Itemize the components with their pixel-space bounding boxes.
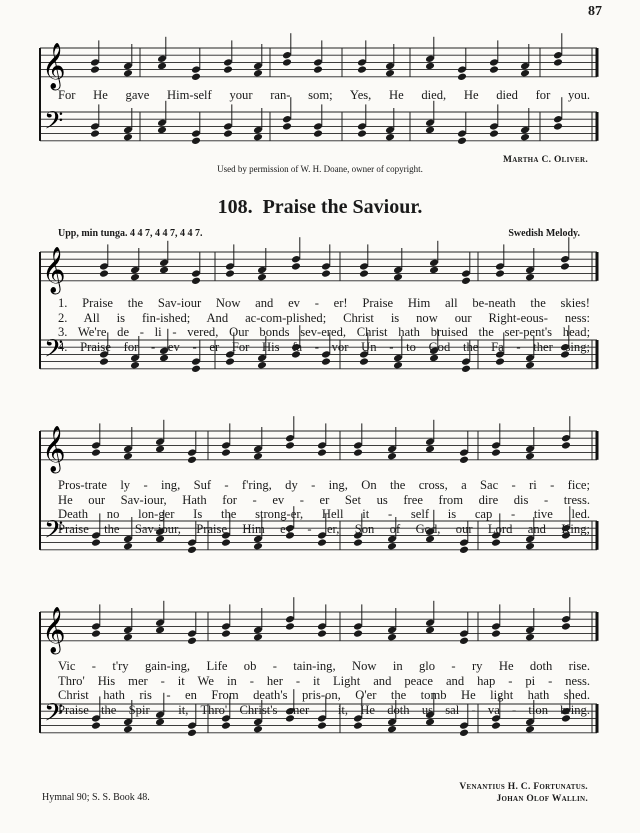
hymn-system-3-treble-notehead: [525, 633, 535, 642]
lyric-word: Thro': [200, 702, 228, 717]
prev-hymn-system-bass-notehead: [385, 133, 395, 142]
lyric-word: Sav-iour,: [134, 521, 181, 536]
lyric-word: the: [478, 325, 494, 339]
hymn-system-2-treble-notehead: [221, 448, 231, 457]
prev-hymn-system-bass-clef-icon: 𝄢: [44, 106, 64, 142]
hymn-system-3-treble-notehead: [155, 626, 165, 635]
verse-line-3: [58, 325, 590, 339]
prev-hymn-system-treble-notehead: [553, 58, 563, 67]
lyric-word: Un - to: [361, 339, 416, 354]
lyric-word: Lord: [487, 521, 513, 536]
hymn-system-1-bass-notehead: [359, 357, 369, 366]
lyric-word: skies!: [560, 296, 590, 310]
lyric-word: free: [403, 492, 423, 507]
lyric-word: strong-er,: [255, 507, 304, 521]
lyric-word: cap - tive: [474, 507, 553, 521]
lyric-word: ev - er,: [280, 521, 340, 536]
lyric-word: the: [101, 702, 117, 717]
lyric-word: Vic - t'ry: [58, 659, 129, 673]
prev-hymn-system-bass-notehead: [457, 137, 467, 146]
hymn-system-2-bass-notehead: [123, 542, 133, 551]
lyric-word: dis - tress.: [513, 492, 591, 507]
lyric-word: Spir - it,: [128, 702, 189, 717]
prev-hymn-system-treble-notehead: [123, 69, 133, 78]
hymn-system-3-bass-notehead: [123, 725, 133, 734]
lyric-word: For: [231, 339, 250, 354]
prev-hymn-system-treble-notehead: [357, 65, 367, 74]
lyric-word: His: [262, 339, 280, 354]
lyric-word: Hath: [182, 492, 207, 507]
hymn-system-1-treble-notehead: [525, 273, 535, 282]
hymn-system-3-treble-notehead: [317, 629, 327, 638]
lyric-word: ly - ing,: [120, 478, 181, 492]
lyric-word: Sac - ri - fice;: [480, 478, 590, 492]
verse-line-2: [58, 311, 590, 325]
lyric-word: ris - en: [139, 688, 197, 702]
lyric-word: the: [390, 688, 407, 702]
lyric-word: for - ev - er: [222, 492, 330, 507]
hymn-system-2-treble-notehead: [155, 445, 165, 454]
hymn-system-1-treble-notehead: [130, 273, 140, 282]
lyric-word: de - li - vered,: [117, 325, 219, 339]
hymn-system-2-bass-notehead: [253, 542, 263, 551]
hymn-system-3-treble-notehead: [387, 633, 397, 642]
hymn-system-1-bass-notehead: [191, 365, 201, 374]
lyric-word: mer - it: [128, 673, 185, 688]
lyric-word: light: [490, 688, 514, 702]
prev-hymn-system-bass-notehead: [253, 133, 263, 142]
lyric-word: Death: [58, 507, 89, 521]
prev-hymn-system-bass-notehead: [191, 137, 201, 146]
hymn-system-1-treble-notehead: [495, 269, 505, 278]
lyric-word: ob - tain-ing,: [243, 659, 336, 673]
lyric-word: dy - ing,: [285, 478, 348, 492]
hymn-system-1-bass-notehead: [393, 361, 403, 370]
lyric-word: cross,: [418, 478, 448, 492]
lyric-word: Him: [407, 296, 431, 310]
hymn-system-3-bass-notehead: [253, 725, 263, 734]
lyric-word: no: [106, 507, 120, 521]
hymn-author-2: Johan Olof Wallin.: [496, 794, 588, 804]
lyric-word: peace: [404, 673, 433, 688]
lyric-word: doth: [529, 659, 553, 673]
lyric-word: glo - ry: [418, 659, 483, 673]
lyric-word: rise.: [568, 659, 590, 673]
lyric-word: He: [460, 688, 476, 702]
hymn-system-3-bass-notehead: [91, 721, 101, 730]
lyric-word: shed.: [563, 688, 590, 702]
prev-hymn-system-treble-notehead: [157, 62, 167, 71]
hymn-system-1-bass-notehead: [130, 361, 140, 370]
lyric-word: from: [438, 492, 463, 507]
verse-line-4: [58, 340, 590, 354]
hymn-system-1-bass-notehead: [99, 357, 109, 366]
hymn-system-1-bass-notehead: [257, 361, 267, 370]
verse-line-4: [58, 703, 590, 717]
hymn-system-2-treble-notehead: [387, 452, 397, 461]
hymn-system-3-bass-notehead: [387, 725, 397, 734]
prev-hymn-system-treble-notehead: [253, 69, 263, 78]
hymn-system-1-treble-notehead: [291, 262, 301, 271]
hymn-system-1-treble-notehead: [321, 269, 331, 278]
hymn-system-2-treble-notehead: [285, 441, 295, 450]
prev-hymn-system-bass-notehead: [425, 126, 435, 135]
verse-line-2: [58, 493, 590, 507]
lyric-word: in: [392, 659, 403, 673]
lyric-word: led.: [571, 507, 591, 521]
lyric-word: 1. Praise the: [58, 296, 144, 310]
hymn-system-2-treble-notehead: [525, 452, 535, 461]
hymn-system-2-treble-notehead: [91, 448, 101, 457]
prev-hymn-system-treble-notehead: [385, 69, 395, 78]
hymn-system-3-treble-clef-icon: 𝄞: [42, 606, 66, 653]
lyric-word: the: [104, 521, 120, 536]
lyric-word: Christ's: [239, 702, 278, 717]
hymn-system-3-treble-notehead: [353, 629, 363, 638]
lyric-word: your: [229, 88, 253, 102]
lyric-word: Hell: [321, 507, 344, 521]
lyric-word: fa - vor: [292, 339, 349, 354]
lyric-word: Him: [242, 521, 265, 536]
hymn-system-1-treble-notehead: [257, 273, 267, 282]
verse-line-1: [58, 478, 590, 492]
lyric-word: He: [360, 702, 375, 717]
lyric-word: now: [416, 310, 438, 325]
prev-hymn-system-treble-notehead: [425, 62, 435, 71]
hymn-system-1-treble-notehead: [159, 266, 169, 275]
lyric-word: From: [211, 688, 239, 702]
hymn-system-2-bass-clef-icon: 𝄢: [44, 515, 64, 551]
lyric-word: He: [463, 88, 479, 102]
copyright-permission-note: Used by permission of W. H. Doane, owner of copyright.: [217, 164, 423, 174]
hymn-system-1-treble-clef-icon: 𝄞: [42, 246, 66, 293]
lyric-word: 2. All: [58, 310, 100, 325]
hymn-system-3-treble-notehead: [491, 629, 501, 638]
lyric-word: On: [361, 478, 377, 492]
lyric-word: som;: [308, 88, 333, 102]
hymn-system-3-treble-notehead: [253, 633, 263, 642]
hymn-system-2-treble-clef-icon: 𝄞: [42, 425, 66, 472]
lyric-word: Him-self: [166, 88, 212, 102]
lyric-word: Light: [332, 673, 361, 688]
lyric-word: mer - it,: [289, 702, 349, 717]
lyric-word: our: [88, 492, 106, 507]
lyric-word: ac-com-plished;: [245, 310, 327, 325]
hymn-author-1: Venantius H. C. Fortunatus.: [459, 782, 588, 792]
hymn-system-1-treble-notehead: [99, 269, 109, 278]
lyric-word: Yes,: [349, 88, 372, 102]
lyric-word: lon-ger: [138, 507, 175, 521]
lyric-word: O'er: [355, 688, 377, 702]
lyric-word: sing;: [565, 339, 591, 354]
lyric-word: Thro': [58, 673, 85, 688]
hymn-system-2-bass-notehead: [155, 535, 165, 544]
lyric-word: for: [535, 88, 551, 102]
lyric-word: 4. Praise: [58, 339, 111, 354]
lyric-word: sal - va - tion: [445, 702, 549, 717]
hymn-system-1-bass-notehead: [429, 354, 439, 363]
hymn-system-3-bass-notehead: [425, 718, 435, 727]
prev-hymn-system-bass-notehead: [313, 129, 323, 138]
lyric-word: Christ: [58, 688, 89, 702]
prev-hymn-system-bass-notehead: [489, 129, 499, 138]
previous-hymn-lyric-line: [58, 88, 590, 102]
hymn-system-1-treble-notehead: [461, 277, 471, 286]
lyric-word: tomb: [420, 688, 447, 702]
lyric-word: He: [498, 659, 514, 673]
hymn-system-2-bass-notehead: [491, 538, 501, 547]
lyric-word: it - self: [362, 507, 430, 521]
lyric-word: gain-ing,: [144, 659, 191, 673]
lyric-word: the: [462, 339, 479, 354]
lyric-word: is: [116, 310, 126, 325]
lyric-word: fin-ished;: [141, 310, 191, 325]
tune-meter: Upp, min tunga. 4 4 7, 4 4 7, 4 4 7.: [58, 228, 203, 239]
lyric-word: King;: [561, 521, 590, 536]
hymn-system-2-treble-notehead: [123, 452, 133, 461]
prev-hymn-system-treble-notehead: [520, 69, 530, 78]
verse-line-2: [58, 674, 590, 688]
verse-line-3: [58, 507, 590, 521]
hymn-system-1-treble-notehead: [393, 273, 403, 282]
lyric-word: Now: [351, 659, 377, 673]
prev-hymn-system-bass-notehead: [223, 129, 233, 138]
hymn-system-2-treble-notehead: [561, 441, 571, 450]
lyric-word: dire: [478, 492, 499, 507]
lyric-word: God: [428, 339, 451, 354]
hymn-system-3-treble-notehead: [425, 626, 435, 635]
verse-line-1: [58, 659, 590, 673]
hymn-system-2-bass-notehead: [525, 542, 535, 551]
lyric-word: We: [197, 673, 214, 688]
prev-hymn-system-treble-notehead: [191, 73, 201, 82]
lyric-word: head;: [562, 325, 591, 339]
lyric-word: of: [389, 521, 401, 536]
lyric-word: ness:: [564, 310, 590, 325]
prev-hymn-system-bass-notehead: [90, 129, 100, 138]
lyric-word: in - her - it: [226, 673, 320, 688]
hymn-title: Praise the Saviour.: [262, 196, 423, 218]
prev-hymn-system-bass-notehead: [282, 122, 292, 131]
lyric-word: God,: [415, 521, 441, 536]
lyric-word: Right-eous-: [488, 310, 548, 325]
hymn-system-2-bass-notehead: [221, 538, 231, 547]
lyric-word: ev - er!: [288, 296, 348, 310]
prev-hymn-system-bass-notehead: [553, 122, 563, 131]
lyric-word: the: [530, 296, 546, 310]
lyric-word: bring.: [560, 702, 590, 717]
hymn-system-2-treble-notehead: [317, 448, 327, 457]
lyric-word: hath: [398, 325, 420, 339]
hymn-authors: [459, 781, 588, 805]
lyric-word: gave: [125, 88, 150, 102]
lyric-word: Sav-iour,: [120, 492, 167, 507]
hymn-system-3-bass-notehead: [353, 721, 363, 730]
lyric-word: Set: [344, 492, 361, 507]
lyric-word: hath: [527, 688, 550, 702]
lyric-word: us: [421, 702, 434, 717]
lyric-word: and: [373, 673, 392, 688]
verse-line-1: [58, 296, 590, 310]
lyric-word: doth: [387, 702, 410, 717]
lyric-word: Christ: [356, 325, 388, 339]
prev-hymn-system-bass-notehead: [157, 126, 167, 135]
lyric-word: hath: [103, 688, 125, 702]
hymn-system-3-bass-notehead: [491, 721, 501, 730]
hymn-system-1-treble-notehead: [359, 269, 369, 278]
page-number: 87: [588, 4, 602, 19]
lyric-word: Praise: [362, 296, 394, 310]
lyric-word: Is: [193, 507, 203, 521]
lyric-word: Son: [354, 521, 375, 536]
hymn-system-2-treble-notehead: [491, 448, 501, 457]
verse-line-3: [58, 688, 590, 702]
hymn-system-2-bass-notehead: [91, 538, 101, 547]
lyric-word: Suf - f'ring,: [193, 478, 272, 492]
hymn-system-3-bass-clef-icon: 𝄢: [44, 698, 64, 734]
lyric-word: pris-on,: [301, 688, 341, 702]
hymn-system-2-treble-notehead: [253, 452, 263, 461]
lyric-word: is: [390, 310, 400, 325]
hymn-system-1-bass-notehead: [495, 357, 505, 366]
lyric-word: for - ev - er: [123, 339, 220, 354]
lyric-word: His: [97, 673, 116, 688]
hymn-system-2-treble-notehead: [353, 448, 363, 457]
lyric-word: bruised: [430, 325, 468, 339]
lyric-word: For: [58, 88, 76, 102]
lyric-word: is: [447, 507, 457, 521]
lyric-word: He: [389, 88, 404, 102]
hymn-system-1-bass-notehead: [461, 365, 471, 374]
lyric-word: and: [527, 521, 546, 536]
prev-hymn-system-treble-notehead: [489, 65, 499, 74]
prev-hymn-system-bass-notehead: [357, 129, 367, 138]
hymn-system-2-treble-notehead: [459, 456, 469, 465]
hymn-system-1-treble-notehead: [429, 266, 439, 275]
hymn-system-3-bass-notehead: [459, 729, 469, 738]
prev-hymn-system-treble-notehead: [90, 65, 100, 74]
hymn-system-3-bass-notehead: [317, 721, 327, 730]
hymn-system-1-bass-notehead: [525, 361, 535, 370]
lyric-word: Praise: [58, 702, 89, 717]
hymn-system-3-treble-notehead: [221, 629, 231, 638]
hymnal-reference: Hymnal 90; S. S. Book 48.: [42, 792, 150, 803]
previous-hymn-author: Martha C. Oliver.: [502, 155, 588, 165]
prev-hymn-system-bass-notehead: [123, 133, 133, 142]
lyric-word: the: [389, 478, 406, 492]
hymn-system-1-bass-clef-icon: 𝄢: [44, 334, 64, 370]
lyric-word: our: [454, 310, 472, 325]
hymn-system-2-bass-notehead: [425, 535, 435, 544]
lyric-word: our: [455, 521, 473, 536]
lyric-word: died: [496, 88, 518, 102]
lyric-word: 3. We're: [58, 325, 107, 339]
lyric-word: be-neath: [472, 296, 516, 310]
lyric-word: and: [255, 296, 274, 310]
hymn-system-3-treble-notehead: [459, 637, 469, 646]
hymn-system-1-treble-notehead: [560, 262, 570, 271]
hymn-system-3-treble-notehead: [285, 622, 295, 631]
lyric-word: And: [206, 310, 229, 325]
hymn-system-3-bass-notehead: [221, 721, 231, 730]
hymn-system-3-bass-notehead: [187, 729, 197, 738]
hymn-system-2-treble-notehead: [425, 445, 435, 454]
hymn-system-1-bass-notehead: [321, 357, 331, 366]
lyric-word: Praise: [58, 521, 89, 536]
lyric-word: Pros-trate: [58, 478, 107, 492]
lyric-word: hap - pi - ness.: [477, 673, 591, 688]
hymn-system-2-treble-notehead: [187, 456, 197, 465]
lyric-word: Life: [206, 659, 228, 673]
lyric-word: ser-pent's: [504, 325, 553, 339]
melody-source: Swedish Melody.: [508, 228, 580, 239]
hymn-system-3-treble-notehead: [123, 633, 133, 642]
lyric-word: bonds: [259, 325, 290, 339]
hymn-system-3-treble-notehead: [187, 637, 197, 646]
lyric-word: sev-ered,: [300, 325, 347, 339]
lyric-word: the: [220, 507, 237, 521]
prev-hymn-system-bass-notehead: [520, 133, 530, 142]
lyric-word: ran-: [270, 88, 291, 102]
lyric-word: Praise: [196, 521, 228, 536]
lyric-word: Now: [215, 296, 241, 310]
lyric-word: a: [461, 478, 467, 492]
hymn-system-3-treble-notehead: [91, 629, 101, 638]
hymn-system-3-bass-notehead: [155, 718, 165, 727]
lyric-word: Christ: [343, 310, 374, 325]
lyric-word: us: [376, 492, 388, 507]
lyric-word: Fa - ther: [491, 339, 553, 354]
lyric-word: you.: [567, 88, 591, 102]
lyric-word: death's: [253, 688, 288, 702]
hymn-system-2-bass-notehead: [459, 546, 469, 555]
lyric-word: He: [58, 492, 73, 507]
hymn-system-2-bass-notehead: [387, 542, 397, 551]
hymn-system-1-bass-notehead: [159, 354, 169, 363]
hymn-system-1-treble-notehead: [225, 269, 235, 278]
lyric-word: and: [445, 673, 465, 688]
hymn-system-3-bass-notehead: [525, 725, 535, 734]
lyric-word: Our: [229, 325, 249, 339]
hymn-system-1-treble-notehead: [191, 277, 201, 286]
lyric-word: Sav-iour: [157, 296, 202, 310]
prev-hymn-system-treble-notehead: [313, 65, 323, 74]
prev-hymn-system-treble-notehead: [282, 58, 292, 67]
hymn-system-2-bass-notehead: [187, 546, 197, 555]
hymn-number: 108.: [217, 196, 253, 218]
lyric-word: died,: [421, 88, 447, 102]
verse-line-4: [58, 522, 590, 536]
prev-hymn-system-treble-notehead: [457, 73, 467, 82]
prev-hymn-system-treble-notehead: [223, 65, 233, 74]
hymn-system-3-treble-notehead: [561, 622, 571, 631]
hymn-heading: [0, 196, 640, 219]
prev-hymn-system-treble-clef-icon: 𝄞: [42, 42, 66, 89]
hymn-system-2-bass-notehead: [353, 538, 363, 547]
lyric-word: all: [444, 296, 458, 310]
hymn-system-1-bass-notehead: [225, 357, 235, 366]
hymn-system-2-bass-notehead: [317, 538, 327, 547]
lyric-word: He: [93, 88, 108, 102]
